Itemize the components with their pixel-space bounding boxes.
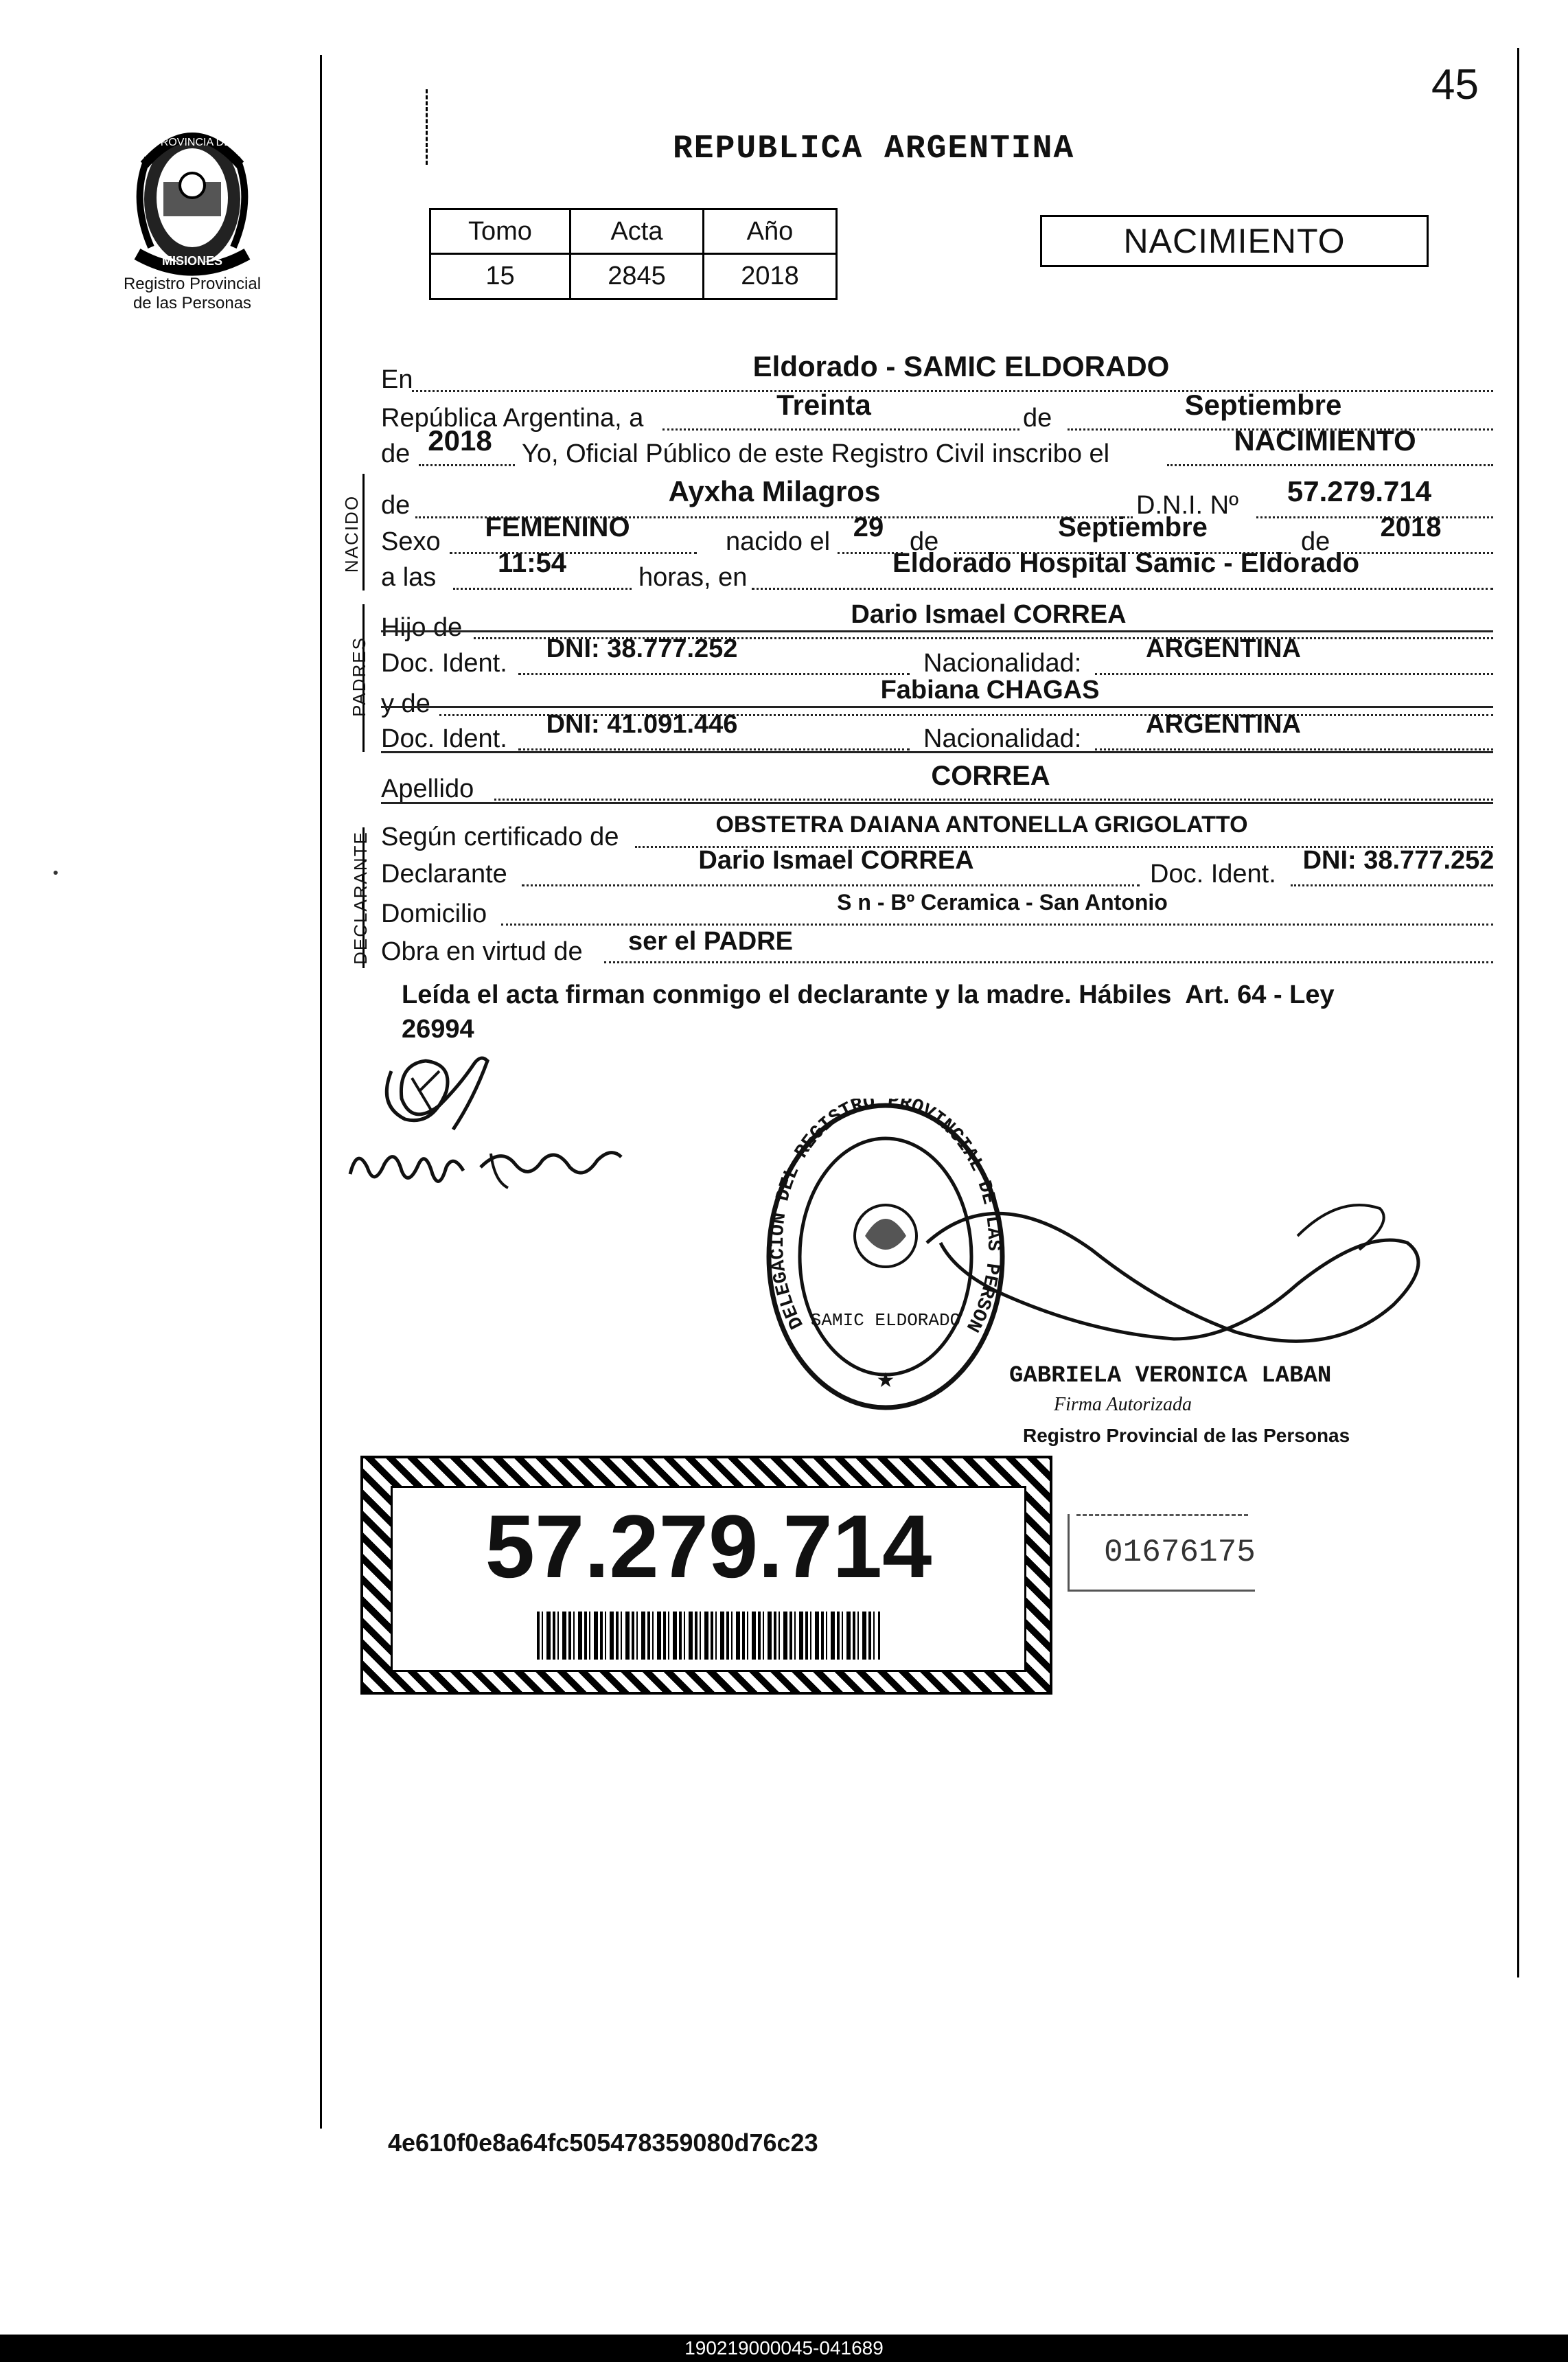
statement-text: Yo, Oficial Público de este Registro Civil inscribo el — [522, 439, 1110, 468]
declarante-label: Declarante — [381, 860, 507, 888]
official-office: Registro Provincial de las Personas — [1023, 1425, 1350, 1446]
obra-value: ser el PADRE — [627, 927, 794, 956]
horas-label: horas, en — [638, 563, 748, 592]
table-value-ano: 2018 — [703, 254, 836, 299]
child-name-value: Ayxha Milagros — [668, 475, 881, 507]
mother-doc-label: Doc. Ident. — [381, 724, 507, 753]
mother-nationality-label: Nacionalidad: — [923, 724, 1082, 753]
mother-name-value: Fabiana CHAGAS — [880, 676, 1100, 704]
table-value-acta: 2845 — [570, 254, 703, 299]
declarante-value: Dario Ismael CORREA — [698, 846, 974, 875]
table-value-tomo: 15 — [430, 254, 570, 299]
father-doc-label: Doc. Ident. — [381, 649, 507, 678]
mother-signature — [343, 1126, 632, 1202]
record-type-box: NACIMIENTO — [1040, 215, 1429, 267]
dotline — [604, 961, 1493, 963]
declarante-doc-value: DNI: 38.777.252 — [1302, 846, 1495, 875]
birth-year-value: 2018 — [1380, 512, 1442, 542]
birth-day-value: 29 — [853, 512, 884, 542]
control-number-strikeline — [1076, 1514, 1248, 1516]
de-label-3: de — [1301, 527, 1330, 556]
father-nationality-value: ARGENTINA — [1146, 634, 1301, 663]
right-margin-line — [1517, 48, 1519, 1977]
control-number: 01676175 — [1104, 1535, 1256, 1570]
apellido-value: CORREA — [931, 761, 1050, 791]
dotline — [450, 552, 697, 554]
de-label-2: de — [910, 527, 939, 556]
sexo-label: Sexo — [381, 527, 441, 556]
dotline — [1095, 748, 1493, 750]
de-year-label: de — [381, 439, 411, 468]
mother-doc-value: DNI: 41.091.446 — [546, 710, 738, 739]
left-margin-line — [320, 55, 322, 2129]
birth-month-value: Septiembre — [1058, 512, 1208, 542]
nacido-bracket — [362, 474, 365, 590]
official-signature — [913, 1167, 1462, 1373]
stamp-ring-text: DELEGACION DEL REGISTRO PROVINCIAL DE LAS PERSON — [767, 1099, 1004, 1335]
place-value: Eldorado - SAMIC ELDORADO — [752, 350, 1170, 382]
document-hash: 4e610f0e8a64fc505478359080d76c23 — [388, 2129, 818, 2157]
table-header-acta: Acta — [570, 209, 703, 254]
page-number: 45 — [1431, 61, 1479, 108]
a-las-label: a las — [381, 563, 437, 592]
dni-sticker — [360, 1456, 1052, 1695]
table-header-ano: Año — [703, 209, 836, 254]
dotline — [1342, 552, 1493, 554]
table-header-tomo: Tomo — [430, 209, 570, 254]
dotline — [662, 428, 1019, 431]
dotline — [419, 464, 515, 466]
dni-sticker-number: 57.279.714 — [485, 1496, 932, 1596]
dotline — [453, 588, 632, 590]
official-role: Firma Autorizada — [1054, 1394, 1192, 1415]
apellido-label: Apellido — [381, 775, 474, 803]
child-dni-value: 57.279.714 — [1287, 475, 1432, 507]
solidline — [381, 630, 1493, 632]
father-doc-value: DNI: 38.777.252 — [546, 634, 738, 663]
nacido-de-label: de — [381, 491, 411, 520]
agency-name-line1: Registro Provincial — [123, 275, 262, 293]
record-table — [429, 208, 838, 300]
domicilio-value: S n - Bº Ceramica - San Antonio — [837, 890, 1168, 915]
padres-section-label: PADRES — [349, 637, 369, 717]
dotline — [1095, 673, 1493, 675]
dni-label: D.N.I. Nº — [1136, 491, 1238, 520]
control-number-box — [1068, 1514, 1255, 1592]
footer-id: 190219000045-041689 — [684, 2337, 884, 2359]
solidline — [381, 751, 1493, 753]
dotline — [518, 673, 910, 675]
scan-speck — [54, 871, 58, 875]
hijo-de-label: Hijo de — [381, 613, 463, 642]
obra-label: Obra en virtud de — [381, 937, 583, 966]
dni-barcode — [537, 1612, 880, 1660]
time-value: 11:54 — [497, 548, 567, 578]
declarante-section-label: DECLARANTE — [349, 831, 371, 965]
dotline — [1256, 516, 1493, 518]
closing-line2: 26994 — [402, 1015, 474, 1044]
solidline — [381, 802, 1493, 804]
certificado-value: OBSTETRA DAIANA ANTONELLA GRIGOLATTO — [715, 812, 1248, 838]
dotline — [1167, 464, 1493, 466]
mother-nationality-value: ARGENTINA — [1146, 710, 1301, 739]
nacido-el-label: nacido el — [726, 527, 831, 556]
agency-name-line2: de las Personas — [132, 294, 252, 312]
dotline — [494, 799, 1493, 801]
dotline — [501, 924, 1493, 926]
day-value: Treinta — [776, 389, 871, 421]
dotline — [518, 748, 910, 750]
nacido-section-label: NACIDO — [341, 494, 362, 573]
declarante-doc-label: Doc. Ident. — [1150, 860, 1276, 888]
de-label: de — [1023, 404, 1052, 433]
certificado-label: Según certificado de — [381, 823, 619, 851]
top-tick-marks — [426, 89, 430, 165]
dotline — [1291, 884, 1493, 886]
stamp-inner-text: SAMIC ELDORADO — [810, 1310, 961, 1331]
year-value: 2018 — [428, 424, 492, 457]
act-type-value: NACIMIENTO — [1234, 424, 1416, 457]
sexo-value: FEMENINO — [485, 512, 630, 542]
month-value: Septiembre — [1184, 389, 1342, 421]
solidline — [381, 706, 1493, 708]
father-name-value: Dario Ismael CORREA — [851, 600, 1127, 629]
dotline — [752, 588, 1493, 590]
dotline — [522, 884, 1140, 886]
en-label: En — [381, 365, 413, 394]
birth-place-value: Eldorado Hospital Samic - Eldorado — [892, 548, 1360, 578]
republica-label: República Argentina, a — [381, 404, 644, 433]
domicilio-label: Domicilio — [381, 899, 487, 928]
closing-line1: Leída el acta firman conmigo el declarante y la madre. Hábiles Art. 64 - Ley — [402, 981, 1335, 1009]
seal-bottom-text: MISIONES — [161, 254, 223, 268]
dni-sticker-inner — [391, 1486, 1026, 1672]
svg-text:★: ★ — [876, 1369, 895, 1392]
father-nationality-label: Nacionalidad: — [923, 649, 1082, 678]
province-seal-logo — [117, 117, 268, 282]
footer-bar — [0, 2335, 1568, 2362]
seal-top-text: PROVINCIA DE — [153, 137, 231, 148]
official-name: GABRIELA VERONICA LABAN — [1009, 1363, 1332, 1389]
document-title: REPUBLICA ARGENTINA — [673, 130, 1075, 168]
y-de-label: y de — [381, 689, 430, 718]
